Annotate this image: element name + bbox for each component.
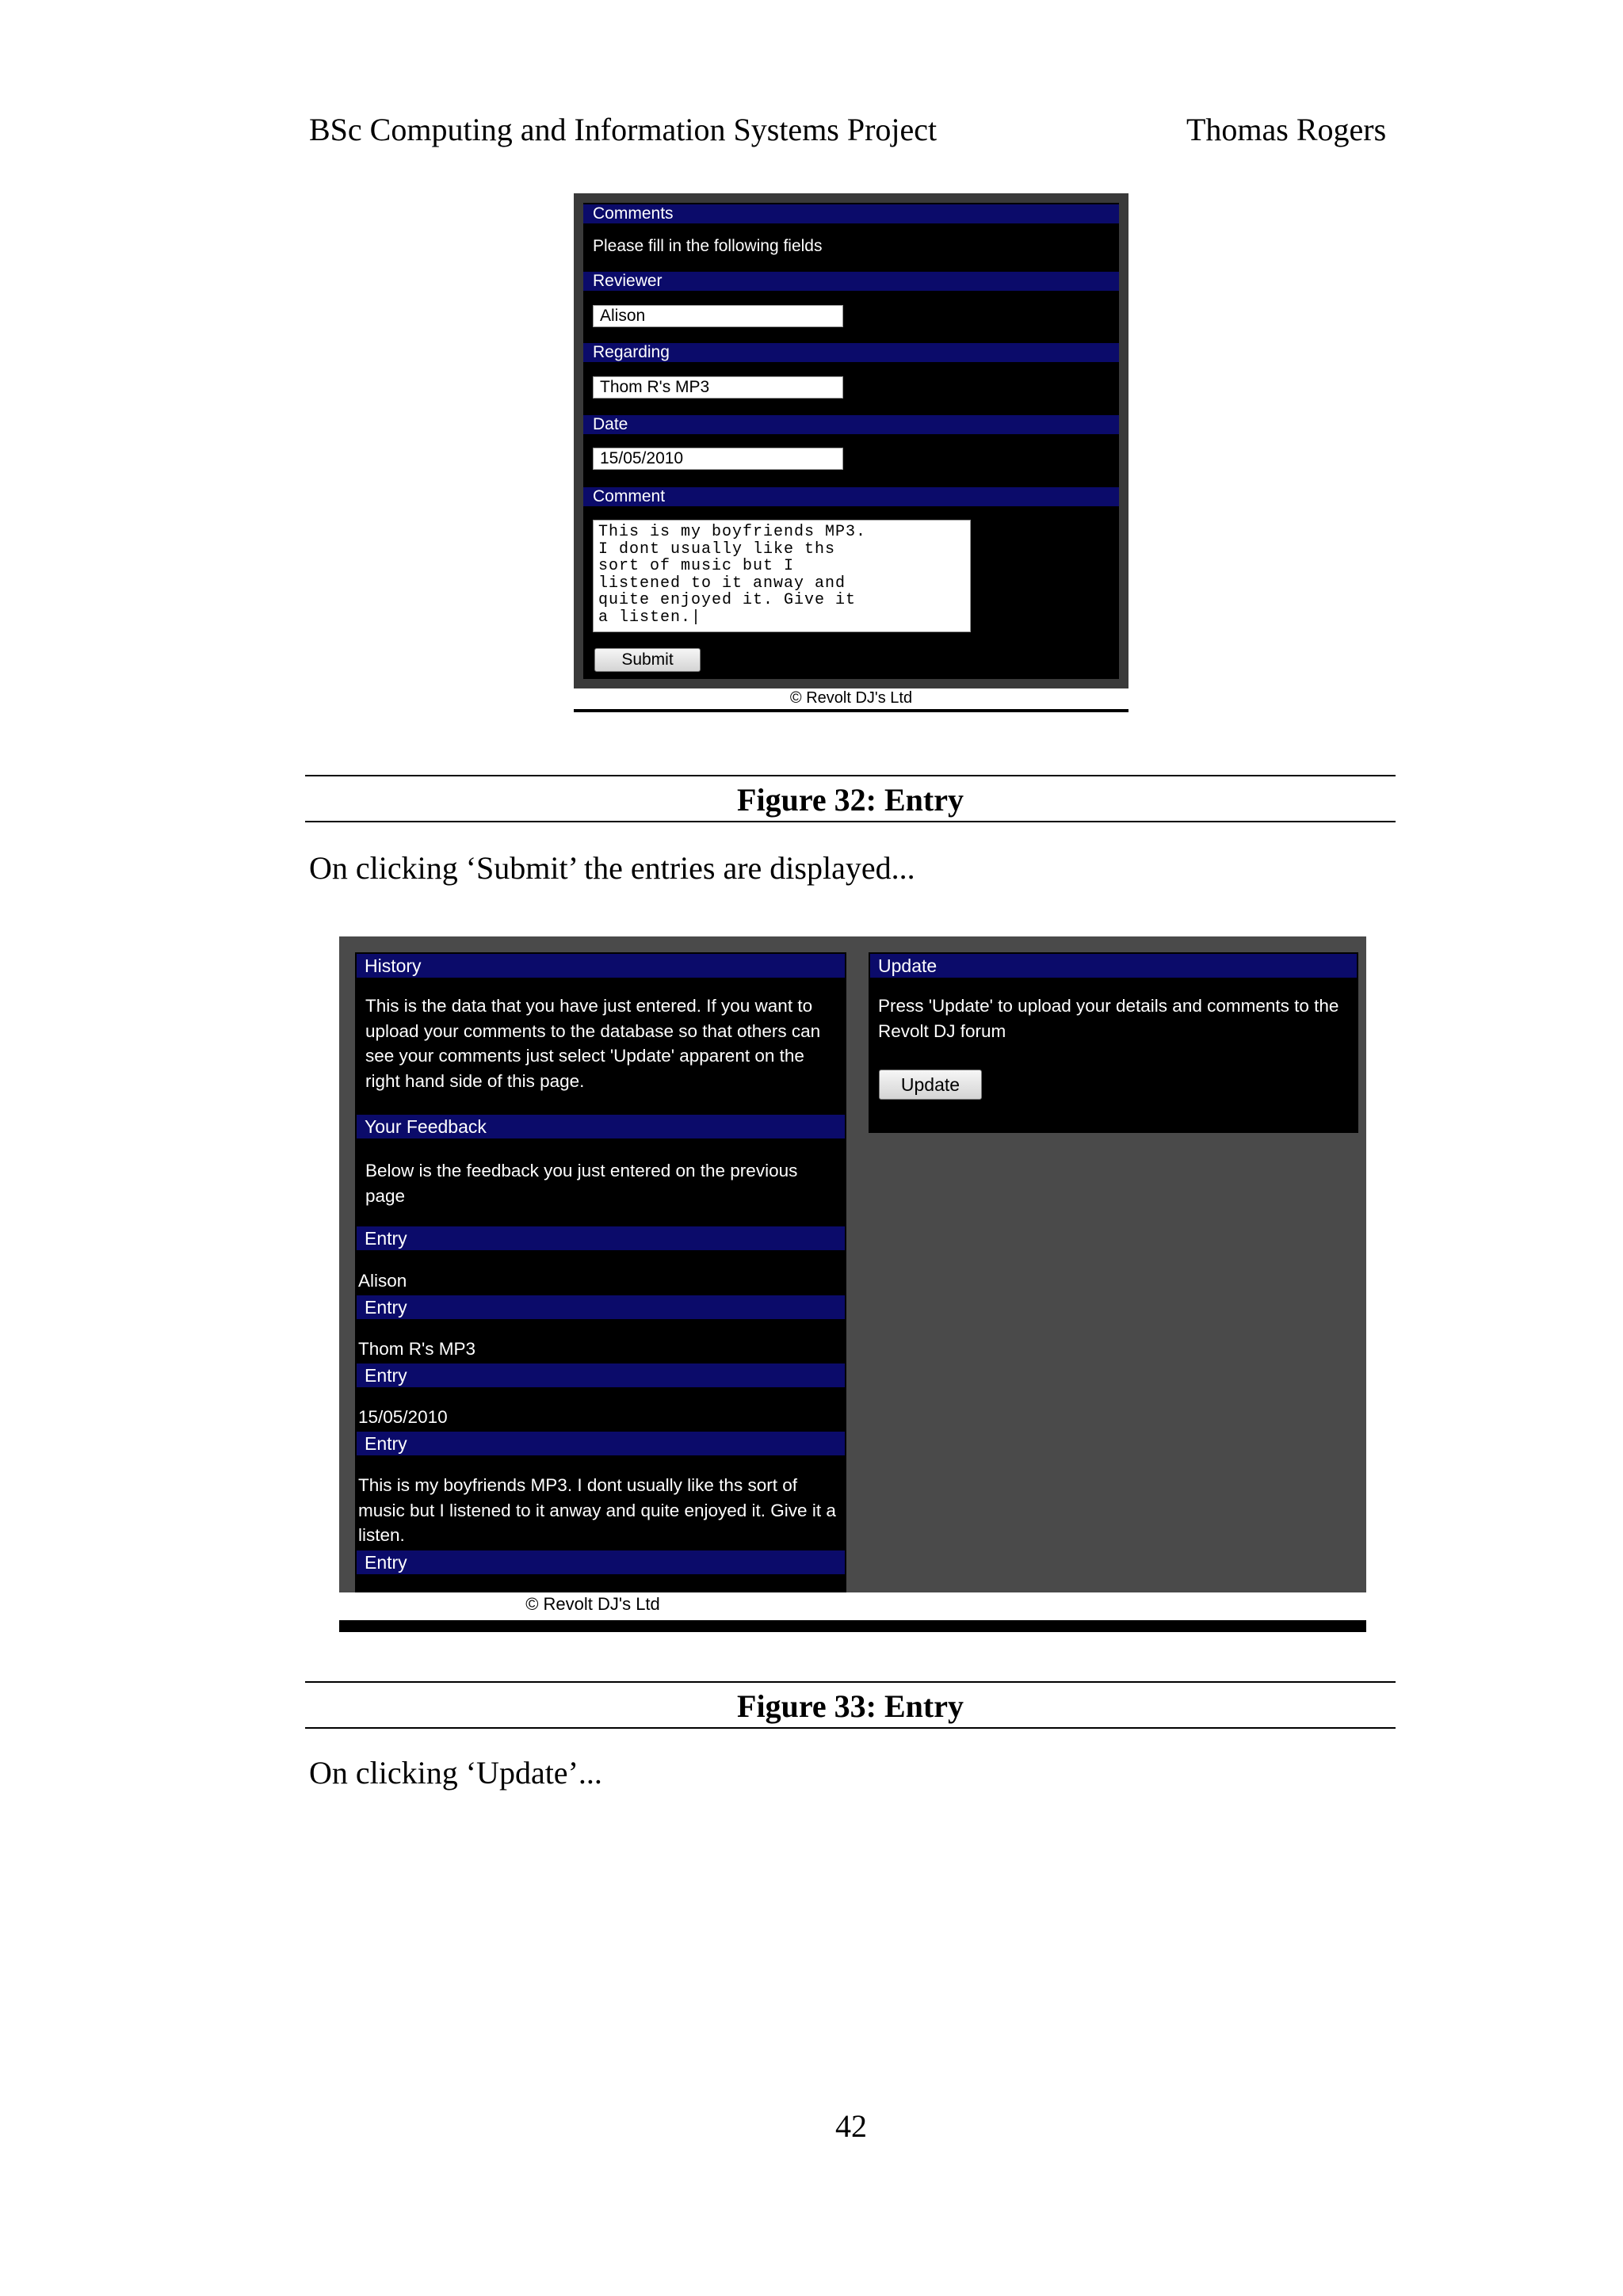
- your-feedback-bar: Your Feedback: [357, 1115, 845, 1138]
- reviewer-label-bar: Reviewer: [583, 272, 1119, 291]
- entry-bar-4: Entry: [357, 1432, 845, 1455]
- update-header-bar: Update: [870, 954, 1357, 978]
- date-label-bar: Date: [583, 415, 1119, 434]
- form-instruction: Please fill in the following fields: [593, 237, 823, 255]
- submit-button[interactable]: Submit: [594, 648, 701, 672]
- entry-bar-1: Entry: [357, 1226, 845, 1250]
- caption-32-bottom-rule: [305, 821, 1396, 822]
- document-header-title: BSc Computing and Information Systems Project: [309, 112, 938, 147]
- entry-regarding-value: Thom R's MP3: [358, 1339, 476, 1359]
- caption-33-bottom-rule: [305, 1727, 1396, 1729]
- comments-header-bar: Comments: [583, 204, 1119, 223]
- paragraph-submit: On clicking ‘Submit’ the entries are displayed...: [309, 850, 915, 886]
- entry-bar-2: Entry: [357, 1295, 845, 1319]
- comment-label-bar: Comment: [583, 487, 1119, 506]
- figure-33-screenshot: [339, 936, 1366, 1592]
- feedback-text: Below is the feedback you just entered on the previous page: [365, 1161, 798, 1206]
- update-button[interactable]: Update: [879, 1070, 982, 1100]
- caption-32-top-rule: [305, 775, 1396, 776]
- update-text: Press 'Update' to upload your details and comments to the Revolt DJ forum: [878, 996, 1339, 1041]
- entry-bar-5: Entry: [357, 1550, 845, 1574]
- reviewer-input[interactable]: Alison: [593, 305, 843, 327]
- entry-comment-value: This is my boyfriends MP3. I dont usually like ths sort of music but I listened to it anway and quite enjoyed it. Give it a listen.: [358, 1475, 836, 1545]
- comment-textarea[interactable]: This is my boyfriends MP3. I dont usually like ths sort of music but I listened to it anway and quite enjoyed it. Give it a listen.|: [593, 520, 971, 632]
- entry-date-value: 15/05/2010: [358, 1407, 448, 1427]
- figure-32-bottom-line: [574, 709, 1128, 712]
- history-header-bar: History: [357, 954, 845, 978]
- figure-33-bottom-line: [339, 1620, 1366, 1632]
- regarding-label-bar: Regarding: [583, 343, 1119, 362]
- figure-32-footer: © Revolt DJ's Ltd: [789, 689, 913, 707]
- date-input[interactable]: 15/05/2010: [593, 448, 843, 470]
- document-header-author: Thomas Rogers: [1186, 112, 1387, 147]
- figure-32-caption: Figure 32: Entry: [737, 782, 964, 818]
- page-number: 42: [835, 2108, 867, 2144]
- figure-33-footer: © Revolt DJ's Ltd: [525, 1594, 660, 1614]
- entry-reviewer-value: Alison: [358, 1271, 407, 1291]
- entry-bar-3: Entry: [357, 1363, 845, 1387]
- paragraph-update: On clicking ‘Update’...: [309, 1755, 602, 1791]
- regarding-input[interactable]: Thom R's MP3: [593, 376, 843, 399]
- figure-33-caption: Figure 33: Entry: [737, 1688, 964, 1724]
- figure-32-screenshot: [574, 193, 1128, 688]
- caption-33-top-rule: [305, 1681, 1396, 1683]
- history-text: This is the data that you have just entered. If you want to upload your comments to the database so that others can see your comments just select 'Update' apparent on the right hand side of this page.: [365, 996, 821, 1091]
